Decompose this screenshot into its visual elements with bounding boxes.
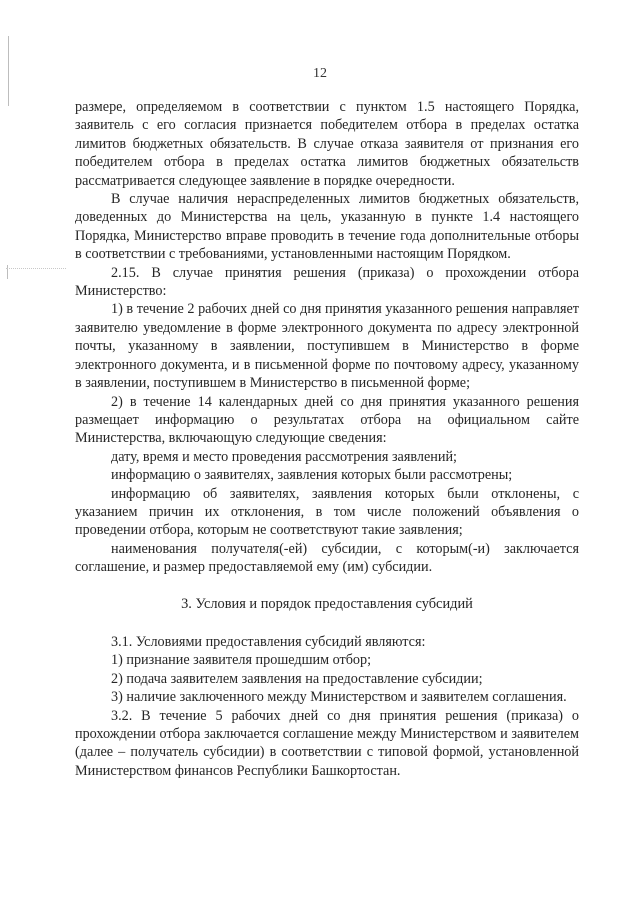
paragraph: размере, определяемом в соответствии с пунктом 1.5 настоящего Порядка, заявитель с его согласия признается победителем отбора в пределах остатка лимитов бюджетных обязательств. В случае отказа заявителя от признания его победителем отбора в пределах остатка лимитов бюджетных обязательств рассматривается следующее заявление в порядке очередности. <box>75 99 579 189</box>
paragraph: дату, время и место проведения рассмотрения заявлений; <box>111 448 457 465</box>
paragraph: 1) признание заявителя прошедшим отбор; <box>111 652 372 669</box>
paragraph: 3) наличие заключенного между Министерством и заявителем соглашения. <box>111 689 567 706</box>
paragraph: В случае наличия нераспределенных лимитов бюджетных обязательств, доведенных до Министерства на цель, указанную в пункте 1.4 настоящего Порядка, Министерство вправе проводить в течение года дополнительные отборы в соответствии с требованиями, установленными настоящим Порядком. <box>75 191 579 263</box>
margin-dots <box>6 268 66 271</box>
paragraph: информацию об заявителях, заявления которых были отклонены, с указанием причин их отклонения, в том числе положений объявления о проведении отбора, которым не соответствуют такие заявления; <box>75 485 579 539</box>
paragraph: 2) в течение 14 календарных дней со дня принятия указанного решения размещает информацию о результатах отбора на официальном сайте Министерства, включающую следующие сведения: <box>75 393 579 447</box>
paragraph: 1) в течение 2 рабочих дней со дня принятия указанного решения направляет заявителю уведомление в форме электронного документа по адресу электронной почты, указанному в заявлении, поступившем в Министерство в форме электронного документа, и в письменной форме по почтовому адресу, указанному в заявлении, поступившем в Министерство в письменной форме; <box>75 301 579 392</box>
paragraph: 2) подача заявителем заявления на предоставление субсидии; <box>111 670 483 687</box>
paragraph: информацию о заявителях, заявления которых были рассмотрены; <box>111 467 513 484</box>
paragraph: 3.2. В течение 5 рабочих дней со дня принятия решения (приказа) о прохождении отбора заключается соглашение между Министерством и заявителем (далее – получатель субсидии) в соответствии с типовой формой, установленной Министерством финансов Республики Башкортостан. <box>75 707 579 779</box>
document-body <box>75 98 579 780</box>
paragraph: 2.15. В случае принятия решения (приказа) о прохождении отбора Министерство: <box>75 264 579 300</box>
section-title: 3. Условия и порядок предоставления субсидий <box>181 595 473 612</box>
paragraph: 3.1. Условиями предоставления субсидий являются: <box>111 633 426 650</box>
paragraph: наименования получателя(-ей) субсидии, с которым(-и) заключается соглашение, и размер предоставляемой ему (им) субсидии. <box>75 540 579 576</box>
page-number: 12 <box>313 66 327 81</box>
